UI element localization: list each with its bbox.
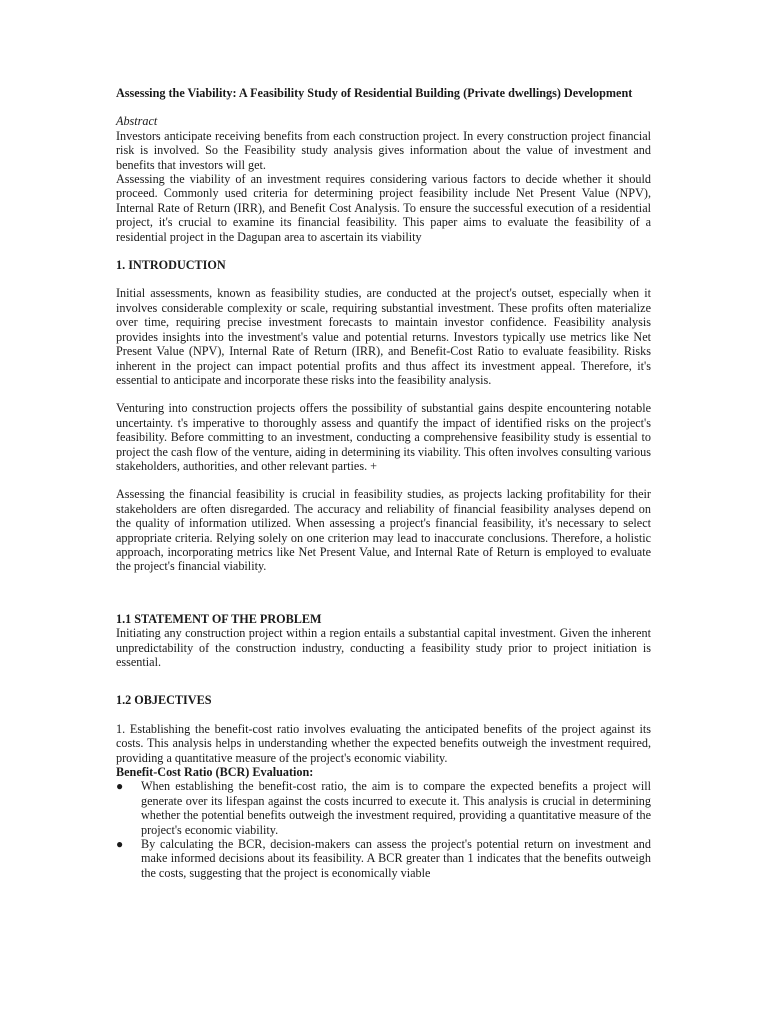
bcr-bullet-list [116,779,651,880]
abstract-heading: Abstract [116,114,158,129]
objectives-heading: 1.2 OBJECTIVES [116,693,212,708]
bcr-heading: Benefit-Cost Ratio (BCR) Evaluation: [116,765,314,780]
abstract-paragraph-2: Assessing the viability of an investment requires considering various factors to decide whether it should proceed. Commonly used criteria for determining project feasibility include Net Present Value (NPV), Internal Rate of Return (IRR), and Benefit Cost Analysis. To ensure the successful execution of a residential project, it's crucial to examine its financial feasibility. This paper aims to evaluate the feasibility of a residential project in the Dagupan area to ascertain its viability [116,172,651,244]
objectives-paragraph: 1. Establishing the benefit-cost ratio involves evaluating the anticipated benefits of the project against its costs. This analysis helps in understanding whether the expected benefits outweigh the investment required, providing a quantitative measure of the project's economic viability. [116,721,651,765]
introduction-heading: 1. INTRODUCTION [116,258,226,273]
introduction-paragraph-2: Venturing into construction projects offers the possibility of substantial gains despite encountering notable uncertainty. t's imperative to thoroughly assess and quantify the impact of identified risks on the project's feasibility. Before committing to an investment, conducting a comprehensive feasibility study is essential to project the cash flow of the venture, aiding in determining its viability. This often involves consulting various stakeholders, authorities, and other relevant parties. + [116,401,651,473]
problem-heading: 1.1 STATEMENT OF THE PROBLEM [116,611,322,626]
bullet-text: By calculating the BCR, decision-makers can assess the project's potential return on investment and make informed decisions about its feasibility. A BCR greater than 1 indicates that the benefits outweigh the costs, suggesting that the project is economically viable [141,837,651,880]
problem-paragraph: Initiating any construction project within a region entails a substantial capital investment. Given the inherent unpredictability of the construction industry, conducting a feasibility study prior to project initiation is essential. [116,626,651,669]
introduction-paragraph-3: Assessing the financial feasibility is crucial in feasibility studies, as projects lacking profitability for their stakeholders are often disregarded. The accuracy and reliability of financial feasibility analyses depend on the quality of information utilized. When assessing a project's financial feasibility, it's necessary to select appropriate criteria. Relying solely on one criterion may lead to inaccurate conclusions. Therefore, a holistic approach, incorporating metrics like Net Present Value, and Internal Rate of Return is employed to evaluate the project's financial viability. [116,487,651,574]
bullet-icon: ● [116,837,124,852]
bullet-text: When establishing the benefit-cost ratio, the aim is to compare the expected benefits a project will generate over its lifespan against the costs incurred to execute it. This analysis is crucial in determining whether the potential benefits outweigh the investment required, providing a quantitative measure of the project's economic viability. [141,779,651,837]
abstract-paragraph-1: Investors anticipate receiving benefits from each construction project. In every construction project financial risk is involved. So the Feasibility study analysis gives information about the value of investment and benefits that investors will get. [116,128,651,172]
document-page [116,86,651,880]
list-item [116,779,651,837]
introduction-paragraph-1: Initial assessments, known as feasibility studies, are conducted at the project's outset, especially when it involves considerable complexity or scale, requiring substantial investment. These profits often materialize over time, requiring precise investment forecasts to maintain investor confidence. Feasibility analysis provides insights into the investment's value and potential returns. Investors typically use metrics like Net Present Value (NPV), Internal Rate of Return (IRR), and Benefit-Cost Ratio to evaluate feasibility. Risks inherent in the project can impact potential profits and thus affect its investment appeal. Therefore, it's essential to anticipate and incorporate these risks into the feasibility analysis. [116,286,651,387]
list-item [116,837,651,880]
bullet-icon: ● [116,779,124,794]
paper-title: Assessing the Viability: A Feasibility Study of Residential Building (Private dwellings) Development [116,86,633,100]
